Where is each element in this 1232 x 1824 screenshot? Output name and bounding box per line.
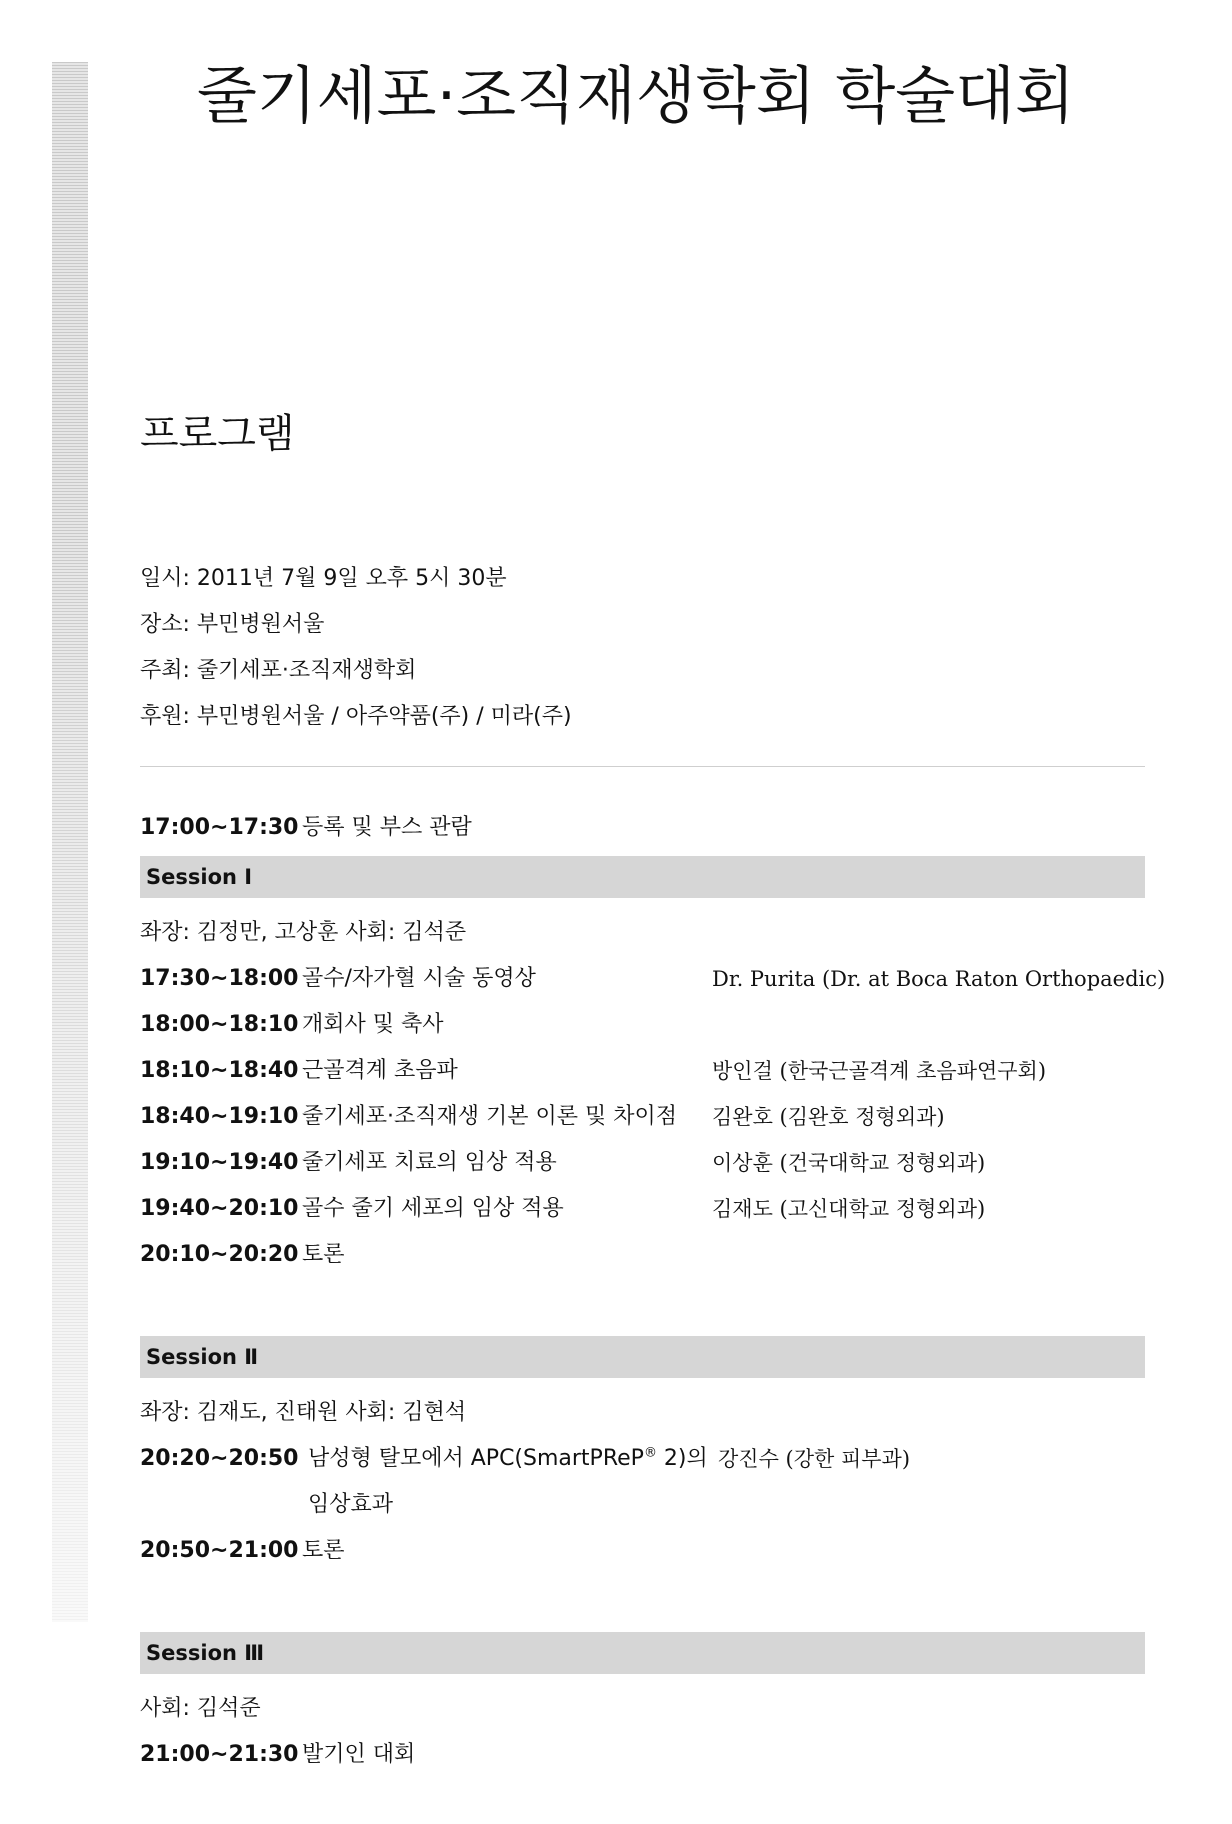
schedule-title: 골수 줄기 세포의 임상 적용 [302,1196,564,1221]
schedule-row [140,1140,1145,1186]
registration-block [140,805,1145,851]
event-place: 장소: 부민병원서울 [140,612,325,637]
schedule-time: 20:20~20:50 [140,1446,299,1471]
schedule-row [140,805,1145,851]
page-title: 줄기세포·조직재생학회 학술대회 [197,59,1075,132]
schedule-time: 18:40~19:10 [140,1104,299,1129]
schedule-row [140,1186,1145,1232]
decorative-side-bar [52,62,88,1622]
schedule-time: 17:30~18:00 [140,966,299,991]
schedule-title-part1: 남성형 탈모에서 APC(SmartPReP [308,1446,644,1471]
session-chairs: 좌장: 김정만, 고상훈 사회: 김석준 [140,920,467,945]
schedule-title: 줄기세포·조직재생 기본 이론 및 차이점 [302,1104,677,1129]
session-1 [140,856,1145,898]
schedule-title: 등록 및 부스 관람 [302,815,472,840]
schedule-row [140,956,1166,1002]
schedule-speaker: Dr. Purita (Dr. at Boca Raton Orthopaedic) [712,967,1166,991]
schedule-time: 18:10~18:40 [140,1058,299,1083]
schedule-title: 줄기세포 치료의 임상 적용 [302,1150,557,1175]
schedule-title-line2: 임상효과 [308,1492,394,1517]
schedule-speaker: 강진수 (강한 피부과) [718,1447,911,1471]
schedule-title [308,1436,708,1482]
session-3 [140,1632,1145,1674]
schedule-time: 17:00~17:30 [140,815,299,840]
schedule-title: 개회사 및 축사 [302,1012,444,1037]
schedule-row [140,1094,1145,1140]
event-host: 주최: 줄기세포·조직재생학회 [140,658,417,683]
program-heading: 프로그램 [140,411,295,457]
schedule-row [140,1232,1145,1278]
session-chairs: 사회: 김석준 [140,1696,261,1721]
schedule-title: 발기인 대회 [302,1742,416,1767]
schedule-speaker: 김재도 (고신대학교 정형외과) [712,1197,986,1221]
session-header: Session Ⅰ [140,856,1145,898]
session-header: Session Ⅲ [140,1632,1145,1674]
schedule-speaker: 김완호 (김완호 정형외과) [712,1105,945,1129]
session-2 [140,1336,1145,1378]
schedule-row [140,1732,1145,1778]
schedule-row [140,1436,1145,1482]
schedule-row [140,1528,1145,1574]
session-header: Session Ⅱ [140,1336,1145,1378]
session-chairs: 좌장: 김재도, 진태원 사회: 김현석 [140,1400,467,1425]
schedule-speaker: 방인걸 (한국근골격계 초음파연구회) [712,1059,1047,1083]
schedule-title: 근골격계 초음파 [302,1058,458,1083]
registered-mark: ® [643,1445,657,1461]
schedule-time: 19:10~19:40 [140,1150,299,1175]
schedule-time: 19:40~20:10 [140,1196,299,1221]
schedule-time: 21:00~21:30 [140,1742,299,1767]
schedule-title-part2: 2)의 [656,1446,708,1471]
session-3-body [140,1686,1145,1778]
schedule-title: 토론 [302,1538,345,1563]
event-info [140,556,572,740]
schedule-title: 골수/자가혈 시술 동영상 [302,966,536,991]
event-sponsor: 후원: 부민병원서울 / 아주약품(주) / 미라(주) [140,704,572,729]
schedule-time: 20:50~21:00 [140,1538,299,1563]
event-date: 일시: 2011년 7월 9일 오후 5시 30분 [140,566,507,591]
schedule-time: 18:00~18:10 [140,1012,299,1037]
session-1-body [140,910,1166,1278]
schedule-speaker: 이상훈 (건국대학교 정형외과) [712,1151,986,1175]
schedule-time: 20:10~20:20 [140,1242,299,1267]
divider [140,766,1145,767]
schedule-title: 토론 [302,1242,345,1267]
schedule-row [140,1048,1145,1094]
session-2-body [140,1390,1145,1574]
schedule-row-continued [140,1482,1145,1528]
schedule-row [140,1002,1145,1048]
